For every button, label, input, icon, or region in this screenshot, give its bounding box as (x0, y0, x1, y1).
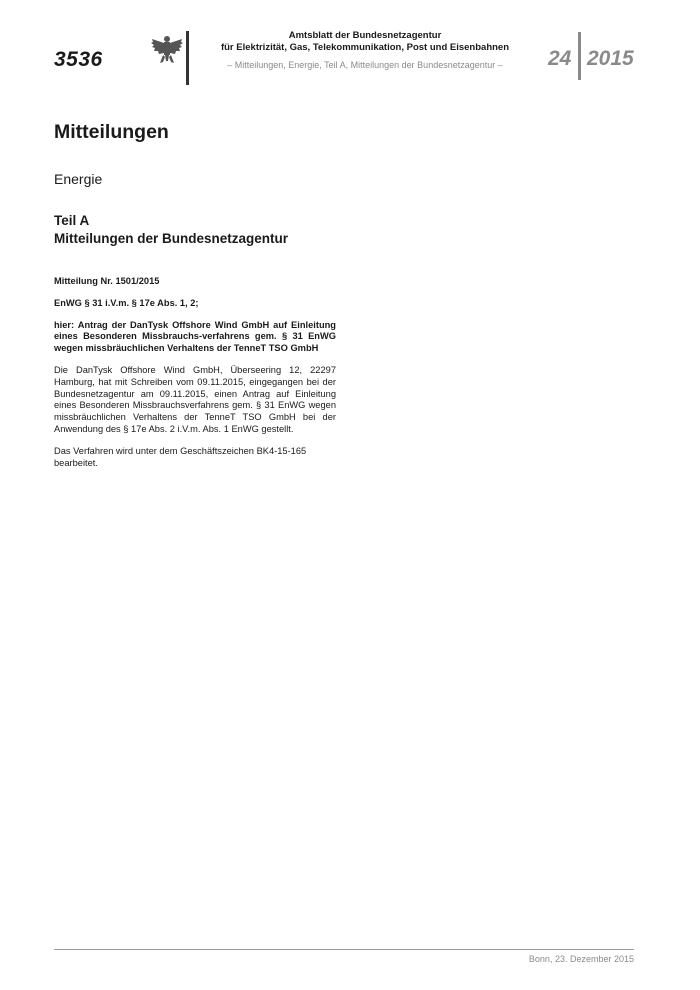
part-label: Teil A (54, 213, 90, 228)
issue-divider (578, 32, 581, 80)
notice-number: Mitteilung Nr. 1501/2015 (54, 276, 160, 286)
issue-number: 24 (548, 47, 572, 70)
footer-divider (54, 949, 634, 950)
notice-body (54, 276, 336, 479)
body-paragraph: Das Verfahren wird unter dem Geschäftszeichen BK4-15-165 bearbeitet. (54, 445, 307, 468)
part-title: Mitteilungen der Bundesnetzagentur (54, 231, 289, 246)
publication-subtitle: für Elektrizität, Gas, Telekommunikation, Post und Eisenbahnen (220, 42, 510, 53)
publication-title: Amtsblatt der Bundesnetzagentur (288, 30, 442, 41)
issue-year: 2015 (587, 47, 634, 70)
header-divider (186, 31, 189, 85)
breadcrumb: – Mitteilungen, Energie, Teil A, Mitteilungen der Bundesnetzagentur – (227, 60, 503, 70)
federal-eagle-icon (150, 33, 184, 67)
notice-subject: hier: Antrag der DanTysk Offshore Wind GmbH auf Einleitung eines Besonderen Missbrauchs-verfahrens gem. § 31 EnWG wegen missbräuchlichen Verhaltens der TenneT TSO GmbH (54, 319, 336, 354)
page-number: 3536 (54, 48, 103, 71)
section-title: Mitteilungen (54, 121, 169, 143)
part-heading (54, 212, 288, 248)
header-title-block (200, 30, 530, 71)
legal-basis: EnWG § 31 i.V.m. § 17e Abs. 1, 2; (54, 297, 199, 308)
body-paragraph: Die DanTysk Offshore Wind GmbH, Überseering 12, 22297 Hamburg, hat mit Schreiben vom 09.11.2015, eingegangen bei der Bundesnetzagentur am 09.11.2015, einen Antrag auf Einleitung eines Besonderen Missbrauchsverfahrens gem. § 31 EnWG wegen missbräuchlichen Verhaltens der TenneT TSO GmbH bei der Anwendung des § 17e Abs. 2 i.V.m. Abs. 1 EnWG gestellt. (54, 364, 336, 434)
footer-place-date: Bonn, 23. Dezember 2015 (528, 954, 634, 964)
subsection-title: Energie (54, 171, 103, 187)
